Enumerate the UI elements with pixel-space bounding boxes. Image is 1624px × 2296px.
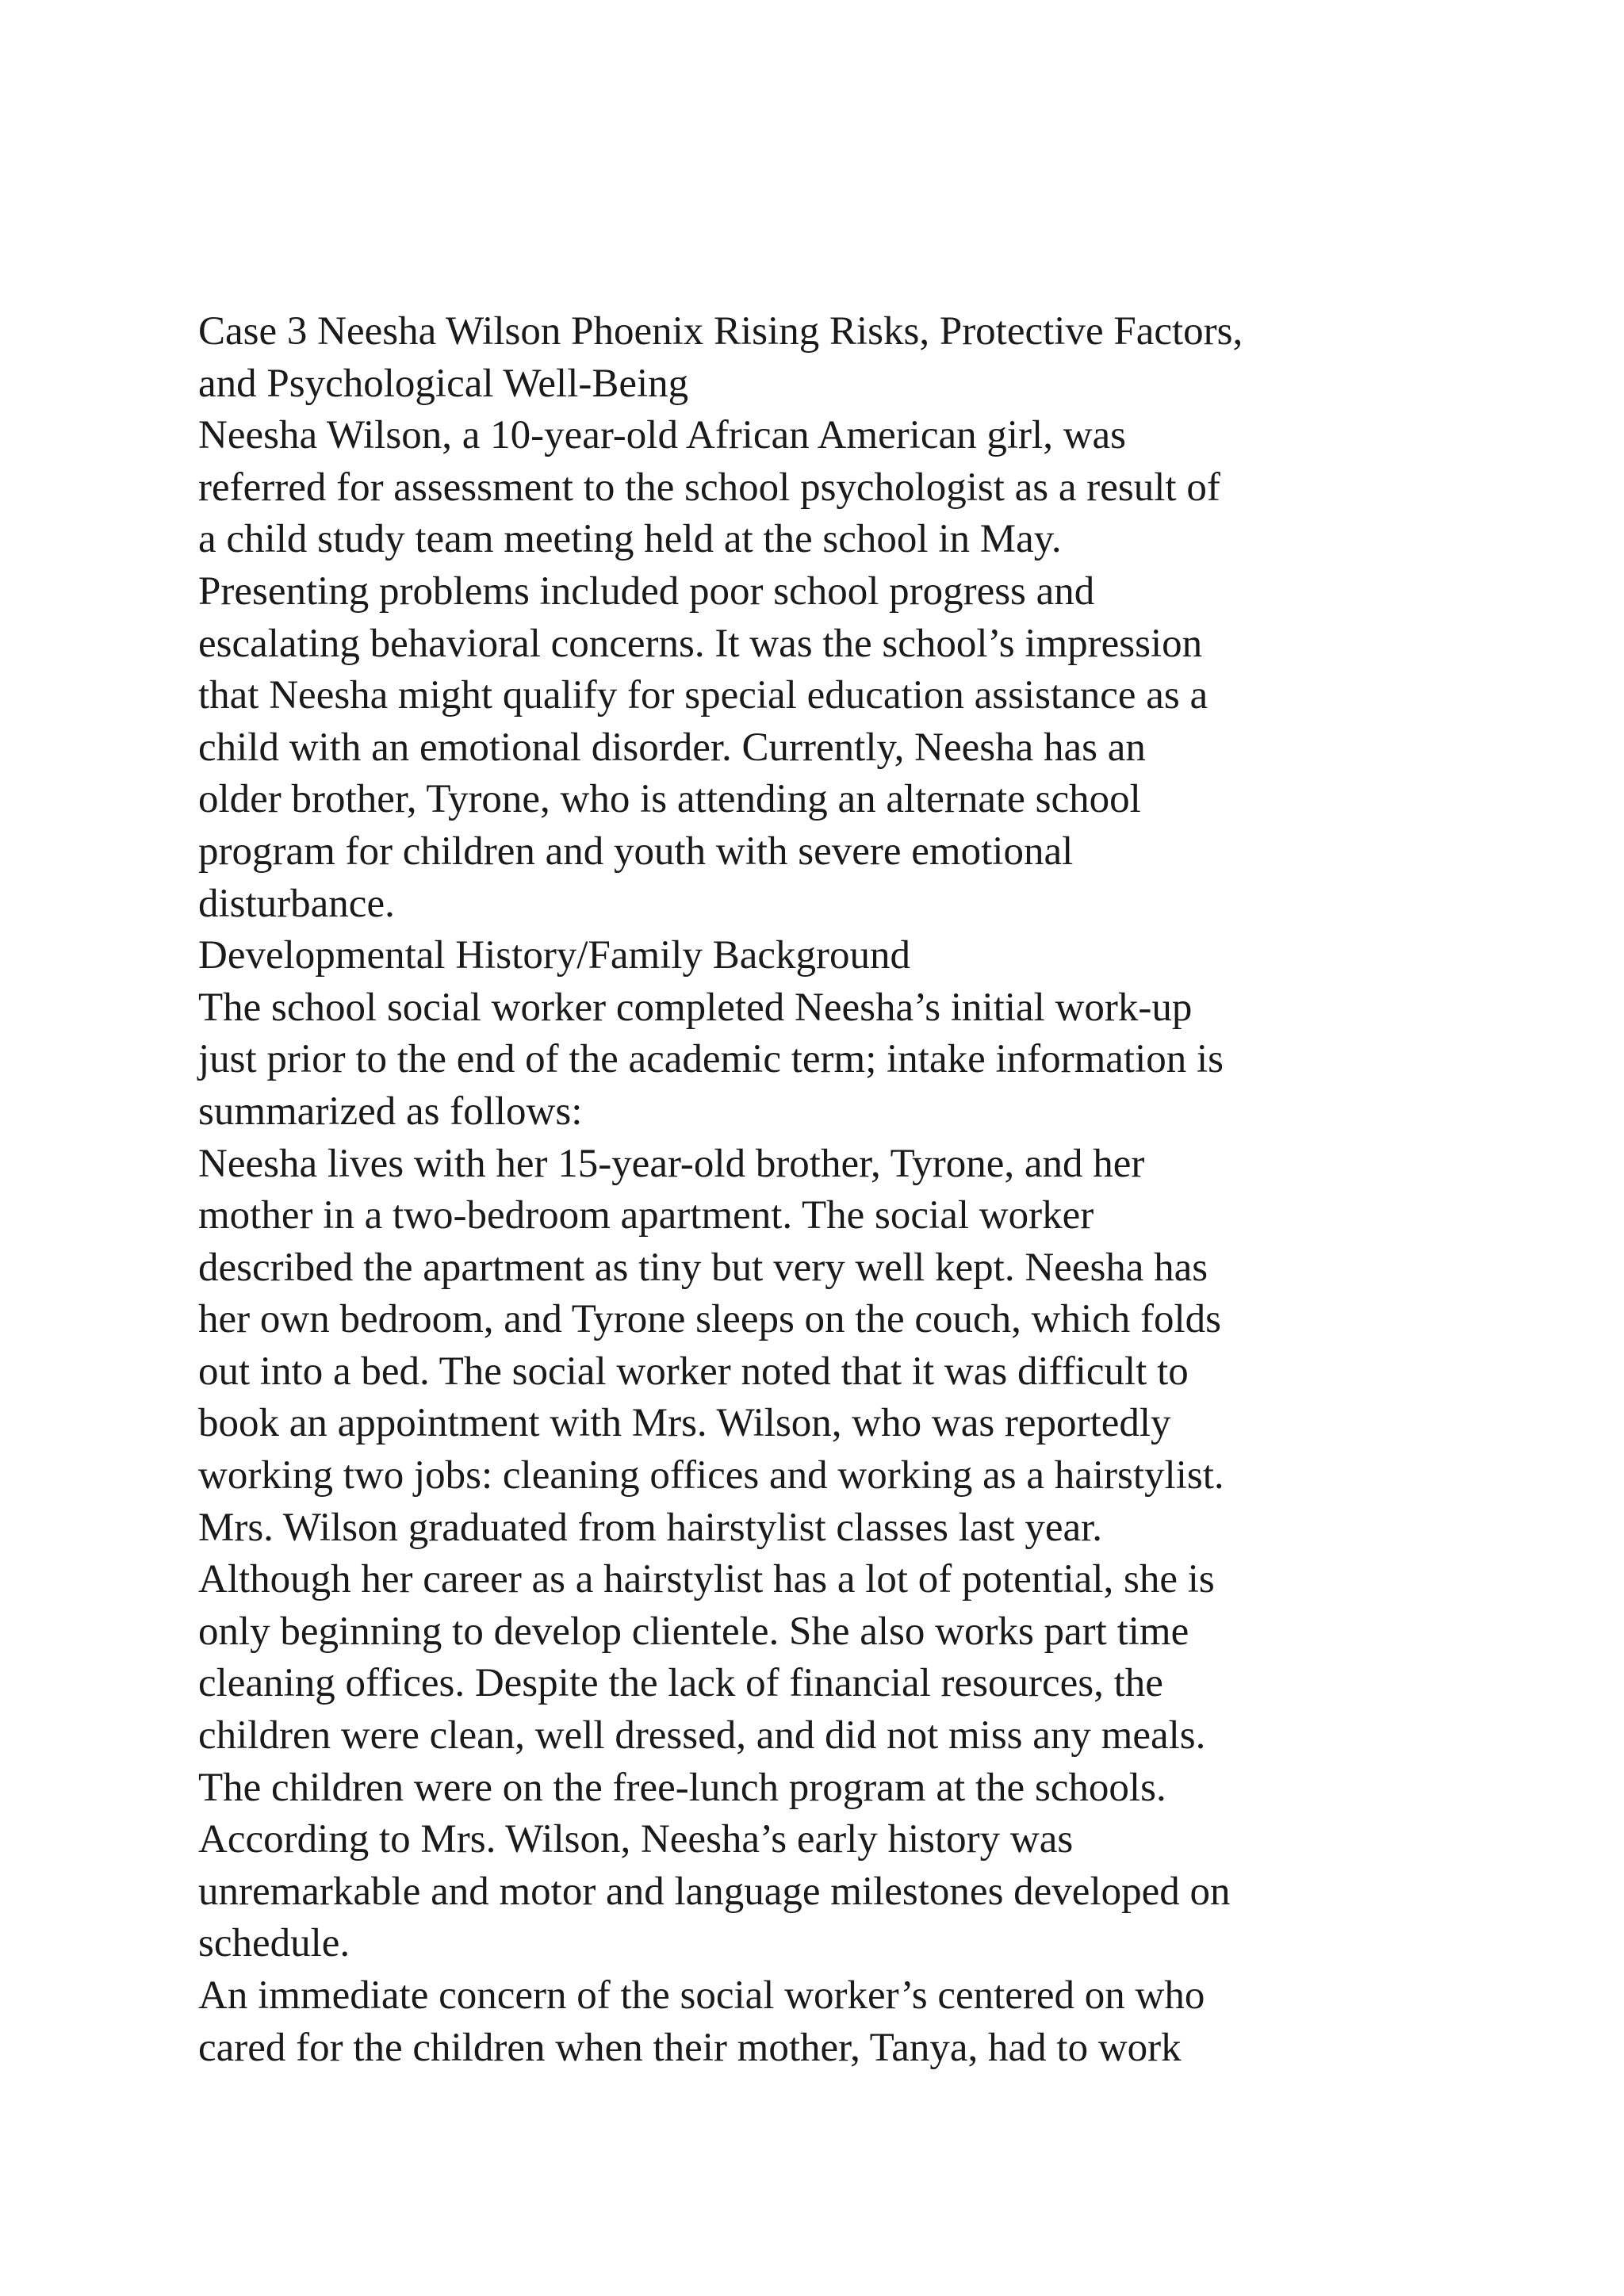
- text-line: book an appointment with Mrs. Wilson, who was reportedly: [198, 1401, 1171, 1446]
- text-line: Presenting problems included poor school progress and: [198, 568, 1095, 614]
- text-line: mother in a two-bedroom apartment. The social worker: [198, 1193, 1094, 1238]
- text-line: just prior to the end of the academic term; intake information is: [198, 1037, 1224, 1082]
- text-line: out into a bed. The social worker noted that it was difficult to: [198, 1349, 1189, 1394]
- text-line: that Neesha might qualify for special education assistance as a: [198, 673, 1208, 718]
- text-line: program for children and youth with severe emotional: [198, 828, 1074, 874]
- text-line: Although her career as a hairstylist has a lot of potential, she is: [198, 1557, 1215, 1602]
- text-line: cared for the children when their mother, Tanya, had to work: [198, 2025, 1182, 2070]
- text-line: disturbance.: [198, 881, 395, 926]
- text-line: her own bedroom, and Tyrone sleeps on the couch, which folds: [198, 1297, 1222, 1342]
- text-line: Neesha lives with her 15-year-old brother, Tyrone, and her: [198, 1141, 1145, 1186]
- text-line: working two jobs: cleaning offices and working as a hairstylist.: [198, 1453, 1224, 1498]
- text-line: schedule.: [198, 1921, 350, 1966]
- text-line: An immediate concern of the social worker’s centered on who: [198, 1973, 1205, 2018]
- text-line: child with an emotional disorder. Currently, Neesha has an: [198, 725, 1146, 770]
- text-line: children were clean, well dressed, and did not miss any meals.: [198, 1713, 1206, 1758]
- text-line: According to Mrs. Wilson, Neesha’s early history was: [198, 1817, 1074, 1862]
- text-line: a child study team meeting held at the school in May.: [198, 517, 1062, 562]
- text-line: summarized as follows:: [198, 1089, 583, 1134]
- text-line: older brother, Tyrone, who is attending an alternate school: [198, 777, 1141, 822]
- text-line: escalating behavioral concerns. It was the school’s impression: [198, 621, 1203, 666]
- text-line: only beginning to develop clientele. She also works part time: [198, 1609, 1189, 1654]
- text-line: The children were on the free-lunch program at the schools.: [198, 1765, 1166, 1810]
- text-line: The school social worker completed Neesha’s initial work-up: [198, 985, 1193, 1030]
- text-line: Mrs. Wilson graduated from hairstylist classes last year.: [198, 1505, 1103, 1550]
- section-heading: Developmental History/Family Background: [198, 933, 911, 978]
- text-line: referred for assessment to the school psychologist as a result of: [198, 465, 1220, 510]
- title-line-2: and Psychological Well-Being: [198, 361, 689, 406]
- text-line: unremarkable and motor and language milestones developed on: [198, 1869, 1231, 1914]
- text-line: described the apartment as tiny but very well kept. Neesha has: [198, 1245, 1208, 1290]
- text-line: cleaning offices. Despite the lack of financial resources, the: [198, 1661, 1163, 1706]
- text-line: Neesha Wilson, a 10-year-old African American girl, was: [198, 413, 1127, 458]
- title-line-1: Case 3 Neesha Wilson Phoenix Rising Risks, Protective Factors,: [198, 309, 1243, 354]
- document-body: [198, 306, 1562, 2074]
